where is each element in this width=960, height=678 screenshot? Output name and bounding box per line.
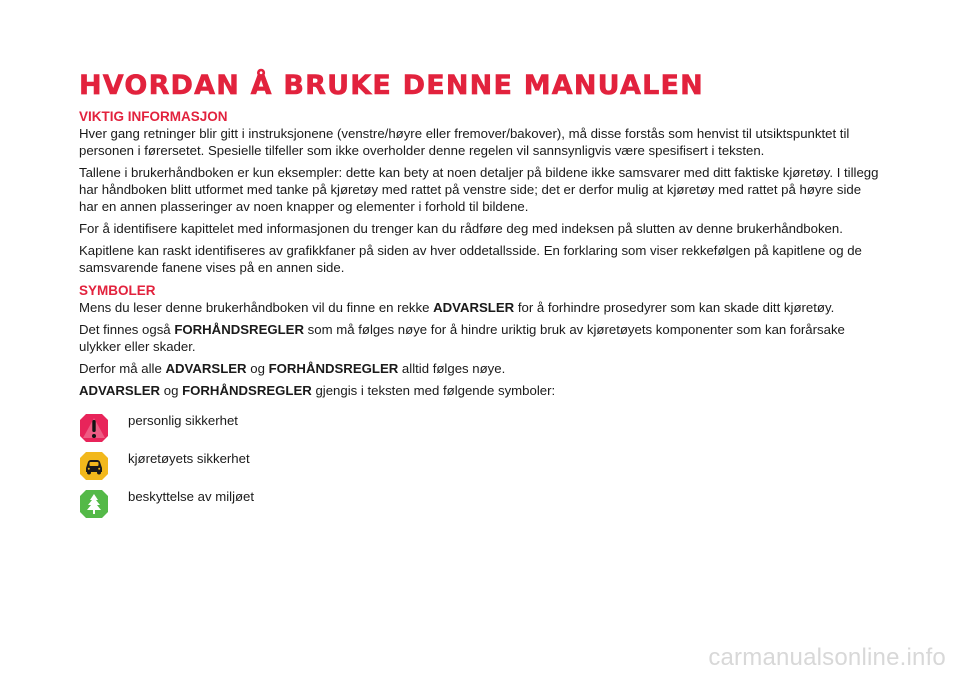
section-heading-symbols: SYMBOLER xyxy=(79,283,156,298)
text-run: Mens du leser denne brukerhåndboken vil du finne en rekke xyxy=(79,300,434,315)
text-run: Derfor må alle xyxy=(79,361,166,376)
personal-safety-warning-icon xyxy=(79,413,109,443)
symbol-label: kjøretøyets sikkerhet xyxy=(128,451,250,466)
text-run: for å forhindre prosedyrer som kan skade ditt kjøretøy. xyxy=(514,300,835,315)
symbol-item-personal-safety xyxy=(79,413,879,443)
paragraph: Tallene i brukerhåndboken er kun eksempler: dette kan bety at noen detaljer på bildene ikke samsvarer med ditt faktiske kjøretøy. I tillegg har håndboken blitt utformet med tanke på kjøretøy med rattet på venstre side; det er derfor mulig at kjøretøy med rattet på høyre side har en annen plasseringer av noen knapper og elementer i forhold til bildene. xyxy=(79,165,879,214)
emphasis-warnings: ADVARSLER xyxy=(165,361,247,376)
paragraph: Kapitlene kan raskt identifiseres av grafikkfaner på siden av hver oddetallsside. En forklaring som viser rekkefølgen på kapitlene og de samsvarende fanene vises på en annen side. xyxy=(79,243,862,275)
symbol-list xyxy=(79,413,879,519)
text-run: og xyxy=(160,383,183,398)
paragraph: For å identifisere kapittelet med informasjonen du trenger kan du rådføre deg med indeksen på slutten av denne brukerhåndboken. xyxy=(79,221,843,236)
paragraph xyxy=(79,321,879,355)
paragraph xyxy=(79,299,879,316)
emphasis-precautions: FORHÅNDSREGLER xyxy=(182,383,312,398)
symbol-label: personlig sikkerhet xyxy=(128,413,238,428)
manual-page xyxy=(79,70,879,527)
paragraph xyxy=(79,360,879,377)
emphasis-warnings: ADVARSLER xyxy=(433,300,515,315)
symbol-item-environment xyxy=(79,489,879,519)
emphasis-precautions: FORHÅNDSREGLER xyxy=(174,322,304,337)
environment-protection-icon xyxy=(79,489,109,519)
text-run: gjengis i teksten med følgende symboler: xyxy=(311,383,556,398)
text-run: alltid følges nøye. xyxy=(398,361,506,376)
paragraph: Hver gang retninger blir gitt i instruksjonene (venstre/høyre eller fremover/bakover), må disse forstås som henvist til utsiktspunktet til personen i førersetet. Spesielle tilfeller som ikke overholder denne regelen vil sannsynligvis være spesifisert i teksten. xyxy=(79,126,850,158)
watermark: carmanualsonline.info xyxy=(708,644,946,671)
text-run: Det finnes også xyxy=(79,322,175,337)
vehicle-safety-icon xyxy=(79,451,109,481)
paragraph xyxy=(79,382,879,399)
section-heading-important: VIKTIG INFORMASJON xyxy=(79,109,228,124)
text-run: og xyxy=(246,361,269,376)
symbol-label: beskyttelse av miljøet xyxy=(128,489,255,504)
emphasis-warnings: ADVARSLER xyxy=(79,383,161,398)
emphasis-precautions: FORHÅNDSREGLER xyxy=(268,361,399,376)
page-title: HVORDAN Å BRUKE DENNE MANUALEN xyxy=(79,70,704,101)
text-run: som må følges nøye for å hindre uriktig bruk av kjøretøyets komponenter som kan forårsake ulykker eller skader. xyxy=(79,322,845,354)
symbol-item-vehicle-safety xyxy=(79,451,879,481)
